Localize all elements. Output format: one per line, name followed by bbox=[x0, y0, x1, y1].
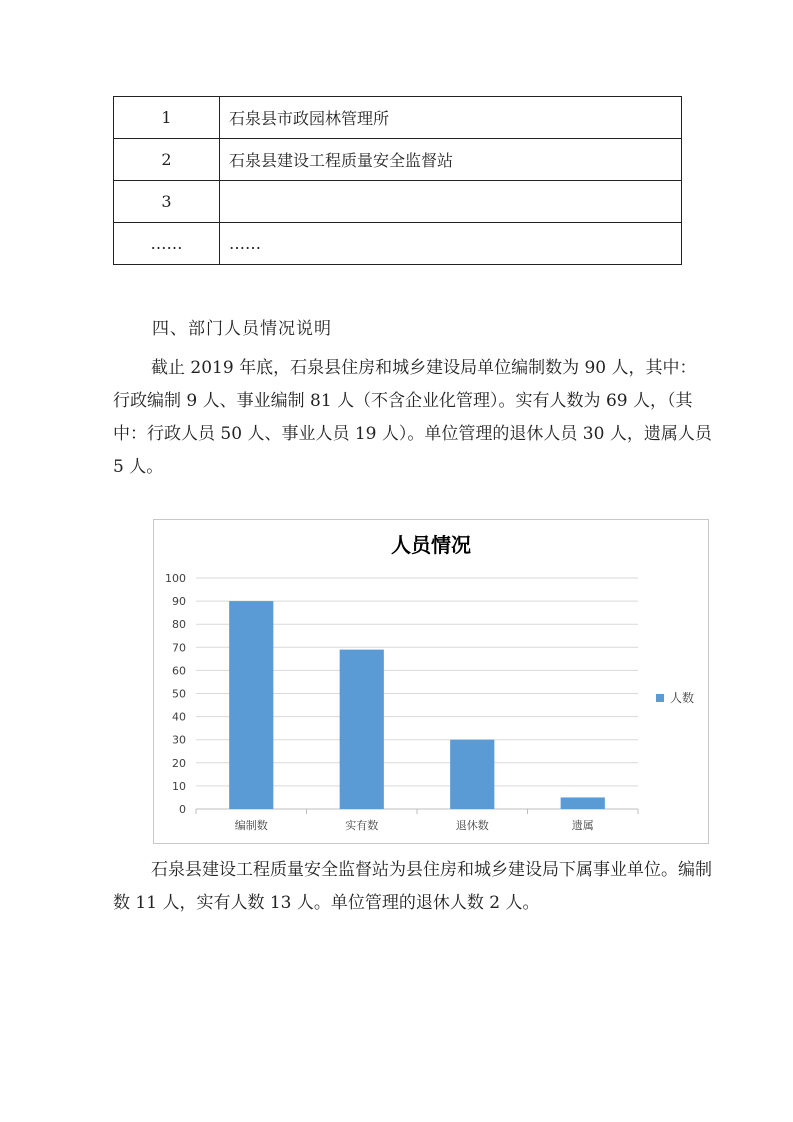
unit-name: …… bbox=[220, 223, 682, 265]
bar-实有数 bbox=[340, 650, 384, 809]
y-tick-label: 10 bbox=[172, 779, 186, 793]
row-number: 2 bbox=[114, 139, 220, 181]
y-tick-label: 70 bbox=[172, 641, 186, 655]
paragraph-text: 截止 2019 年底，石泉县住房和城乡建设局单位编制数为 90 人，其中：行政编制 9 人、事业编制 81 人（不含企业化管理）。实有人数为 69 人，（其中：行政人员 50 人、事业人员 19 人）。单位管理的退休人员 30 人，遗属人员 5 人。 bbox=[113, 358, 712, 477]
x-tick-label: 编制数 bbox=[234, 819, 268, 832]
unit-name bbox=[220, 181, 682, 223]
legend-swatch bbox=[656, 694, 664, 702]
bar-退休数 bbox=[450, 740, 494, 809]
unit-name: 石泉县建设工程质量安全监督站 bbox=[220, 139, 682, 181]
row-number: …… bbox=[114, 223, 220, 265]
y-tick-label: 80 bbox=[172, 618, 186, 632]
unit-name: 石泉县市政园林管理所 bbox=[220, 97, 682, 139]
row-number: 3 bbox=[114, 181, 220, 223]
chart-canvas bbox=[154, 520, 708, 843]
staff-bar-chart bbox=[153, 519, 709, 844]
x-tick-label: 遗属 bbox=[571, 819, 594, 832]
legend-label: 人数 bbox=[670, 691, 695, 705]
bar-编制数 bbox=[229, 601, 273, 809]
row-number: 1 bbox=[114, 97, 220, 139]
y-tick-label: 30 bbox=[172, 733, 186, 747]
section-heading: 四、部门人员情况说明 bbox=[152, 319, 332, 339]
station-paragraph bbox=[113, 854, 713, 920]
y-tick-label: 90 bbox=[172, 595, 186, 609]
table-row bbox=[114, 139, 682, 181]
y-tick-label: 60 bbox=[172, 664, 186, 678]
paragraph-text: 石泉县建设工程质量安全监督站为县住房和城乡建设局下属事业单位。编制数 11 人，实有人数 13 人。单位管理的退休人数 2 人。 bbox=[113, 860, 712, 913]
bar-遗属 bbox=[561, 797, 605, 809]
y-tick-label: 100 bbox=[165, 572, 186, 585]
y-tick-label: 50 bbox=[172, 687, 186, 701]
unit-table bbox=[113, 96, 682, 265]
y-tick-label: 40 bbox=[172, 710, 186, 724]
y-tick-label: 0 bbox=[179, 803, 186, 816]
table-row bbox=[114, 181, 682, 223]
x-tick-label: 退休数 bbox=[455, 819, 489, 832]
staff-summary-paragraph bbox=[113, 352, 713, 484]
table-row bbox=[114, 223, 682, 265]
y-tick-label: 20 bbox=[172, 756, 186, 770]
chart-title: 人员情况 bbox=[391, 533, 471, 557]
table-row bbox=[114, 97, 682, 139]
x-tick-label: 实有数 bbox=[345, 819, 379, 832]
